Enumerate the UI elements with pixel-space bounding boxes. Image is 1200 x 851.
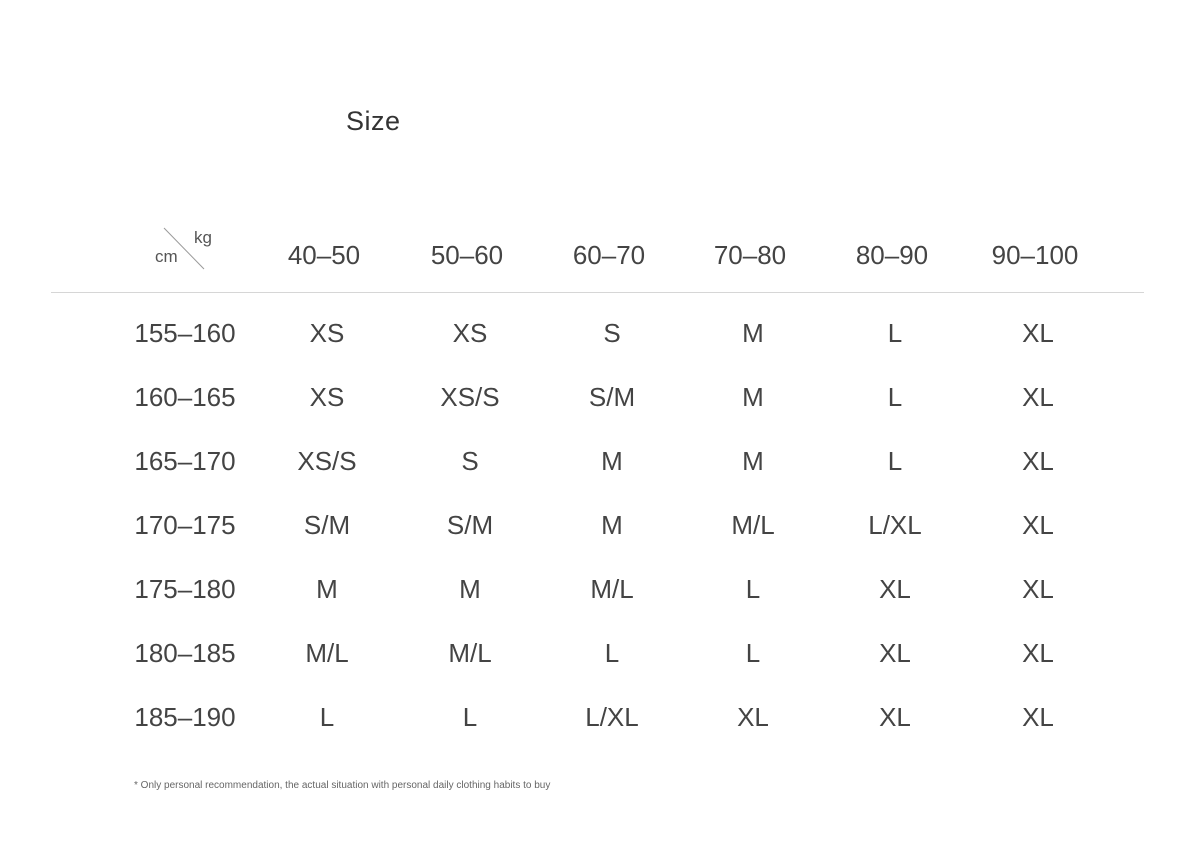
size-cell: XL <box>1022 318 1054 348</box>
size-cell: XS <box>309 382 345 412</box>
page-title: Size <box>346 106 401 136</box>
height-row-label: 165–170 <box>134 446 236 476</box>
size-cell: L/XL <box>585 702 639 732</box>
size-cell: XL <box>879 574 911 604</box>
size-cell: S/M <box>446 510 494 540</box>
size-cell: XS/S <box>440 382 500 412</box>
footnote: * Only personal recommendation, the actual situation with personal daily clothing habits to buy <box>134 780 551 791</box>
size-cell: S <box>603 318 621 348</box>
size-cell: S/M <box>588 382 636 412</box>
table-corner-header <box>150 226 220 272</box>
size-cell: L <box>604 638 620 668</box>
size-cell: M/L <box>731 510 775 540</box>
size-cell: L <box>319 702 335 732</box>
size-cell: M <box>742 446 764 476</box>
height-row-label: 175–180 <box>134 574 236 604</box>
size-cell: XL <box>1022 382 1054 412</box>
size-cell: M/L <box>305 638 349 668</box>
height-row-label: 180–185 <box>134 638 236 668</box>
size-cell: M <box>601 510 623 540</box>
size-cell: L/XL <box>868 510 922 540</box>
size-cell: L <box>887 382 903 412</box>
size-cell: L <box>887 318 903 348</box>
size-cell: M/L <box>448 638 492 668</box>
weight-column-header: 40–50 <box>287 240 361 270</box>
weight-column-header: 50–60 <box>430 240 504 270</box>
size-cell: XS <box>452 318 488 348</box>
size-cell: XL <box>879 638 911 668</box>
size-cell: XL <box>1022 510 1054 540</box>
height-unit-label: cm <box>155 247 178 266</box>
size-cell: L <box>745 574 761 604</box>
size-cell: M <box>742 382 764 412</box>
size-cell: XL <box>1022 638 1054 668</box>
weight-column-header: 70–80 <box>713 240 787 270</box>
weight-column-header: 90–100 <box>991 240 1079 270</box>
weight-unit-label: kg <box>194 228 212 247</box>
size-cell: M <box>316 574 338 604</box>
header-divider <box>51 292 1144 293</box>
height-row-label: 155–160 <box>134 318 236 348</box>
size-cell: L <box>462 702 478 732</box>
weight-column-header: 80–90 <box>855 240 929 270</box>
size-cell: XL <box>737 702 769 732</box>
size-cell: XL <box>1022 702 1054 732</box>
height-row-label: 160–165 <box>134 382 236 412</box>
size-cell: XL <box>1022 574 1054 604</box>
size-cell: M <box>459 574 481 604</box>
size-cell: S <box>461 446 479 476</box>
size-cell: S/M <box>303 510 351 540</box>
weight-column-header: 60–70 <box>572 240 646 270</box>
size-cell: M <box>742 318 764 348</box>
size-cell: XL <box>1022 446 1054 476</box>
size-cell: M <box>601 446 623 476</box>
height-row-label: 170–175 <box>134 510 236 540</box>
size-cell: M/L <box>590 574 634 604</box>
size-cell: L <box>887 446 903 476</box>
size-cell: XS <box>309 318 345 348</box>
size-cell: XL <box>879 702 911 732</box>
size-cell: XS/S <box>297 446 357 476</box>
size-cell: L <box>745 638 761 668</box>
height-row-label: 185–190 <box>134 702 236 732</box>
